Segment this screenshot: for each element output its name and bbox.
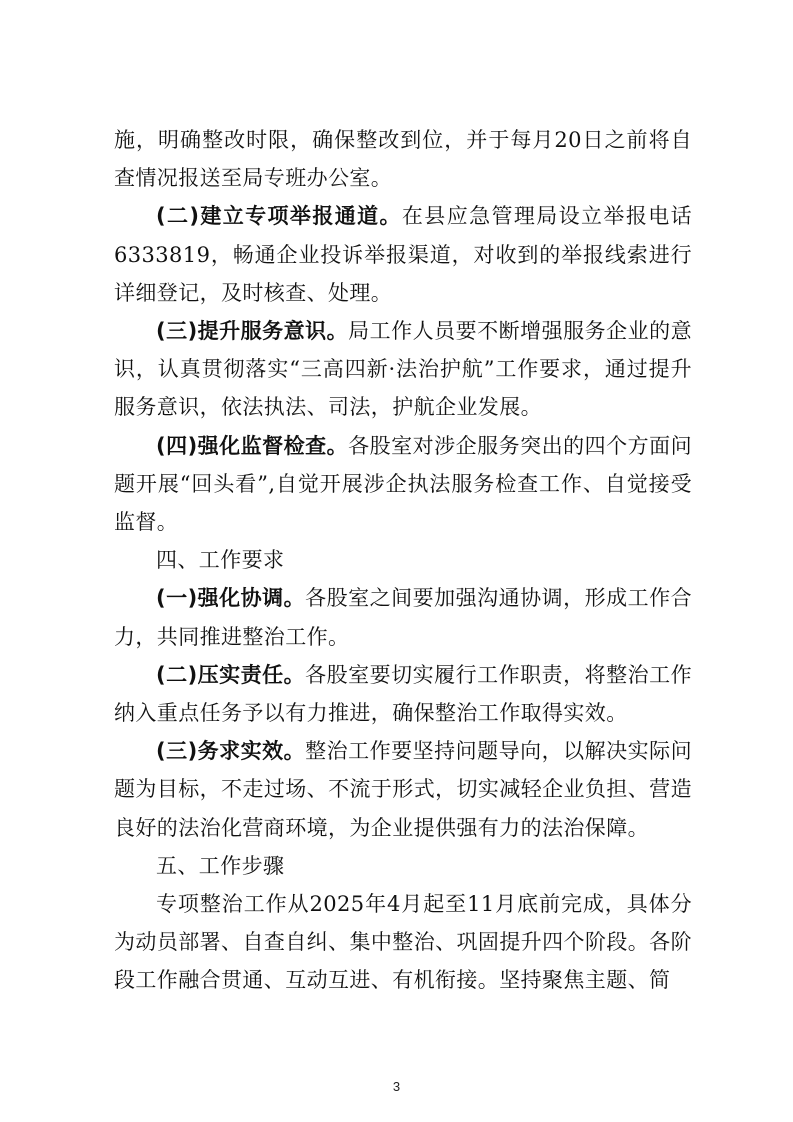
- paragraph-supervision: [114, 427, 692, 542]
- paragraph-lead: (四)强化监督检查。: [156, 433, 349, 458]
- paragraph-body: 整治工作要坚持问题导向，以解决实际问题为目标，不走过场、不流于形式，切实减轻企业负担、营造良好的法治化营商环境，为企业提供强有力的法治保障。: [114, 739, 692, 840]
- section-heading-steps: 五、工作步骤: [156, 853, 285, 878]
- paragraph-coordination: [114, 579, 692, 655]
- body-text: [114, 121, 692, 1000]
- paragraph-continuation: [114, 121, 692, 197]
- paragraph-lead: (一)强化协调。: [156, 586, 306, 611]
- paragraph-body: 专项整治工作从2025年4月起至11月底前完成，具体分为动员部署、自查自纠、集中整治、巩固提升四个阶段。各阶段工作融合贯通、互动互进、有机衔接。坚持聚焦主题、简: [114, 892, 692, 993]
- paragraph-lead: (二)建立专项举报通道。: [156, 204, 402, 229]
- paragraph-body: 各股室对涉企服务突出的四个方面问题开展“回头看”,自觉开展涉企执法服务检查工作、自觉接受监督。: [114, 433, 692, 535]
- paragraph-body: 在县应急管理局设立举报电话6333819，畅通企业投诉举报渠道，对收到的举报线索进行详细登记，及时核查、处理。: [114, 204, 693, 305]
- paragraph-lead: (三)提升服务意识。: [156, 319, 349, 344]
- paragraph-service-awareness: [114, 312, 692, 427]
- paragraph-lead: (三)务求实效。: [156, 739, 306, 764]
- paragraph-responsibility: [114, 656, 692, 732]
- section-heading-requirements: 四、工作要求: [156, 548, 285, 573]
- page-number: 3: [392, 1079, 401, 1094]
- paragraph-timeline: [114, 885, 692, 1000]
- paragraph-effectiveness: [114, 732, 692, 847]
- paragraph-reporting-channel: [114, 197, 692, 312]
- paragraph-lead: (二)压实责任。: [156, 662, 306, 687]
- paragraph-body: 各股室之间要加强沟通协调，形成工作合力，共同推进整治工作。: [114, 586, 692, 649]
- paragraph-body: 局工作人员要不断增强服务企业的意识，认真贯彻落实“三高四新·法治护航”工作要求，通过提升服务意识，依法执法、司法，护航企业发展。: [114, 319, 692, 420]
- paragraph-body: 各股室要切实履行工作职责，将整治工作纳入重点任务予以有力推进，确保整治工作取得实效。: [114, 662, 692, 726]
- paragraph-body: 施，明确整改时限，确保整改到位，并于每月20日之前将自查情况报送至局专班办公室。: [114, 128, 692, 191]
